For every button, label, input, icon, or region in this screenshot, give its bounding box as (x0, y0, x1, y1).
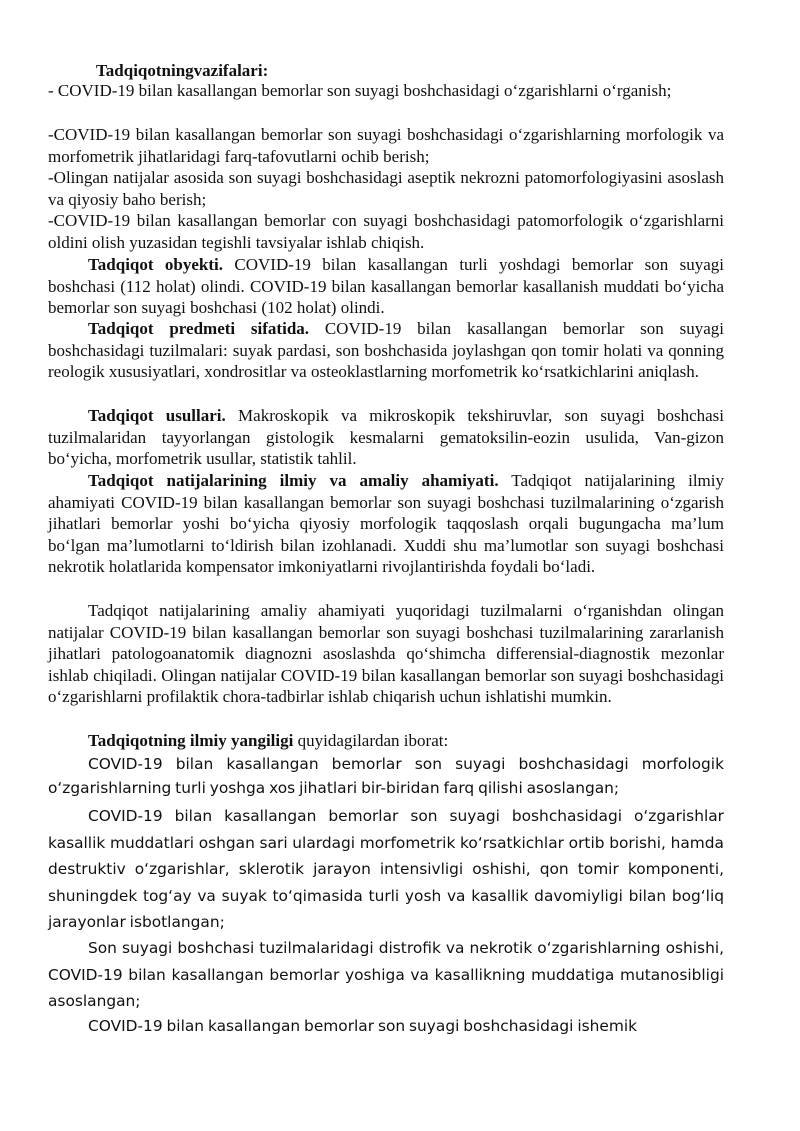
research-subject-label: Tadqiqot predmeti sifatida. (88, 319, 310, 338)
significance-label: Tadqiqot natijalarining ilmiy va amaliy ahamiyati. (88, 471, 499, 490)
research-subject-paragraph (48, 318, 724, 383)
research-methods-paragraph (48, 405, 724, 470)
novelty-item-3: Son suyagi boshchasi tuzilmalaridagi distrofik va nekrotik o‘zgarishlarning oshishi, COVID-19 bilan kasallangan bemorlar yoshiga va kasallikning muddatiga mutanosibligi asoslangan; (48, 939, 724, 1010)
research-object-text: COVID-19 bilan kasallangan turli yoshdagi bemorlar son suyagi boshchasi (112 holat) olindi. COVID-19 bilan kasallangan bemorlar kasallanish muddati bo‘yicha bemorlar son suyagi boshchasi (102 holat) olindi. (48, 255, 724, 318)
novelty-text: quyidagilardan iborat: (293, 731, 449, 750)
significance-text: Tadqiqot natijalarining ilmiy ahamiyati COVID-19 bilan kasallangan bemorlar son suyagi boshchasi tuzilmalarining o‘zgarish jihatlari bemorlar yoshi bo‘yicha qiyosiy morfologik taqqoslash orqali bugungacha ma’lum bo‘lgan ma’lumotlarni to‘ldirish bilan izohlanadi. Xuddi shu ma’lumotlar son suyagi boshchasi nekrotik holatlarida kompensator imkoniyatlarni rivojlantirishda foydali bo‘ladi. (48, 471, 724, 577)
tasks-heading: Tadqiqotningvazifalari: (96, 61, 269, 80)
task-item-1: - COVID-19 bilan kasallangan bemorlar son suyagi boshchasidagi o‘zgarishlarni o‘rganish; (48, 81, 672, 100)
significance-paragraph (48, 470, 724, 578)
task-item-4: -COVID-19 bilan kasallangan bemorlar con suyagi boshchasidagi patomorfologik o‘zgarishlarni oldini olish yuzasidan tegishli tavsiyalar ishlab chiqish. (48, 211, 724, 252)
novelty-paragraph (48, 730, 724, 752)
research-methods-text: Makroskopik va mikroskopik tekshiruvlar, son suyagi boshchasi tuzilmalaridan tayyorlangan gistologik kesmalarni gematoksilin-eozin usulida, Van-gizon bo‘yicha, morfometrik usullar, statistik tahlil. (48, 406, 724, 469)
novelty-item-1: COVID-19 bilan kasallangan bemorlar son suyagi boshchasidagi morfologik o‘zgarishlarning turli yoshga xos jihatlari bir-biridan farq qilishi asoslangan; (48, 755, 724, 797)
research-subject-text: COVID-19 bilan kasallangan bemorlar son suyagi boshchasidagi tuzilmalari: suyak pardasi, son boshchasida joylashgan qon tomir holati va qonning reologik xususiyatlari, xondrositlar va osteoklastlarning morfometrik ko‘rsatkichlarini aniqlash. (48, 319, 724, 382)
task-item-3: -Olingan natijalar asosida son suyagi boshchasidagi aseptik nekrozni patomorfologiyasini asoslash va qiyosiy baho berish; (48, 168, 724, 209)
novelty-item-2: COVID-19 bilan kasallangan bemorlar son suyagi boshchasidagi o‘zgarishlar kasallik muddatlari oshgan sari ulardagi morfometrik ko‘rsatkichlar ortib borishi, hamda destruktiv o‘zgarishlar, sklerotik jarayon intensivligi oshishi, qon tomir komponenti, shuningdek tog‘ay va suyak to‘qimasida turli yosh va kasallik davomiyligi bilan bog‘liq jarayonlar isbotlangan; (48, 807, 724, 931)
research-object-paragraph (48, 254, 724, 319)
novelty-label: Tadqiqotning ilmiy yangiligi (88, 731, 294, 750)
research-methods-label: Tadqiqot usullari. (88, 406, 226, 425)
practical-paragraph: Tadqiqot natijalarining amaliy ahamiyati yuqoridagi tuzilmalarni o‘rganishdan olingan natijalar COVID-19 bilan kasallangan bemorlar son suyagi boshchasi tuzilmalarining zararlanish jihatlari patologoanatomik diagnozni asoslashda qo‘shimcha differensial-diagnostik mezonlar ishlab chiqiladi. Olingan natijalar COVID-19 bilan kasallangan bemorlar son suyagi boshchasidagi o‘zgarishlarni profilaktik chora-tadbirlar ishlab chiqarish uchun ishlatishi mumkin. (48, 601, 724, 707)
research-object-label: Tadqiqot obyekti. (88, 255, 224, 274)
task-item-2: -COVID-19 bilan kasallangan bemorlar son suyagi boshchasidagi o‘zgarishlarning morfologik va morfometrik jihatlaridagi farq-tafovutlarni ochib berish; (48, 125, 724, 166)
novelty-item-4: COVID-19 bilan kasallangan bemorlar son suyagi boshchasidagi ishemik (88, 1017, 638, 1035)
